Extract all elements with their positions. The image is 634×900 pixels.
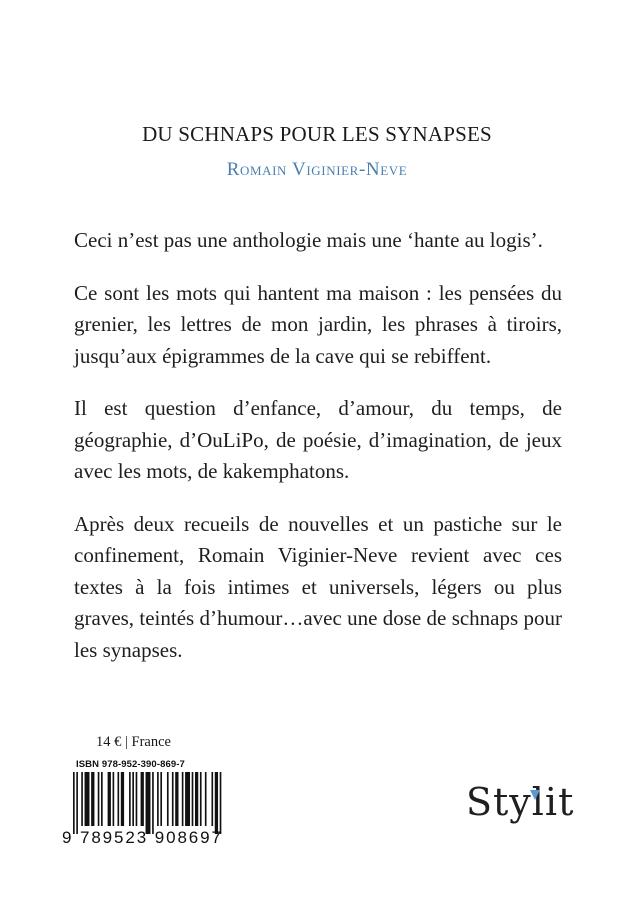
author-name: Romain Viginier-Neve [226,159,408,180]
barcode-bar [175,772,178,826]
blurb-paragraph-4: Après deux recueils de nouvelles et un pastiche sur le confinement, Romain Viginier-Neve revient avec ces textes à la fois intimes et universels, légers ou plus graves, teintés d’humour…avec une dose de schnaps pour les synapses. [74,511,562,662]
barcode-bar [121,772,124,826]
barcode-bar [200,772,202,826]
barcode-bar [172,772,174,826]
barcode-bar [195,772,198,826]
barcode-bar [215,772,218,834]
barcode-bar [136,772,138,826]
barcode-bar [160,772,162,826]
barcode-bar [113,772,115,826]
barcode-bar [182,772,184,826]
publisher-logo: Stylit [466,780,575,824]
barcode-bar [185,772,190,826]
blurb-paragraph-2: Ce sont les mots qui hantent ma maison : les pensées du grenier, les lettres de mon jardin, les phrases à tiroirs, jusqu’aux épigrammes de la cave qui se rebiffent. [74,280,562,368]
barcode-bar [167,772,169,826]
barcode-bar [129,772,131,826]
barcode-bar [220,772,222,834]
blurb-paragraph-1: Ceci n’est pas une anthologie mais une ‘hante au logis’. [74,228,543,252]
barcode-digits: 9 789523 908697 [62,828,223,847]
barcode-bar [101,772,103,826]
barcode-bar [118,772,120,826]
isbn-label: ISBN 978-952-390-869-7 [76,759,185,770]
barcode-bar [146,772,151,834]
barcode-bar [73,772,75,834]
barcode-bar [81,772,83,826]
blurb-paragraph-3: Il est question d’enfance, d’amour, du temps, de géographie, d’OuLiPo, de poésie, d’imagination, de jeux avec les mots, de kakemphatons. [74,396,562,483]
barcode-bar [192,772,194,826]
barcode-bar [132,772,134,826]
barcode-bar [205,772,207,826]
book-title: DU SCHNAPS POUR LES SYNAPSES [142,122,492,146]
barcode-bar [85,772,90,826]
barcode-bar [98,772,100,826]
price-label: 14 € | France [96,734,171,750]
barcode-bar [152,772,154,834]
barcode-bar [211,772,213,826]
barcode-bar [157,772,159,826]
barcode-bar [91,772,94,826]
back-cover-blurb [74,225,562,687]
barcode-bar [141,772,144,826]
barcode-bar [76,772,78,834]
barcode-bar [108,772,111,826]
logo-accent-icon [530,790,540,800]
